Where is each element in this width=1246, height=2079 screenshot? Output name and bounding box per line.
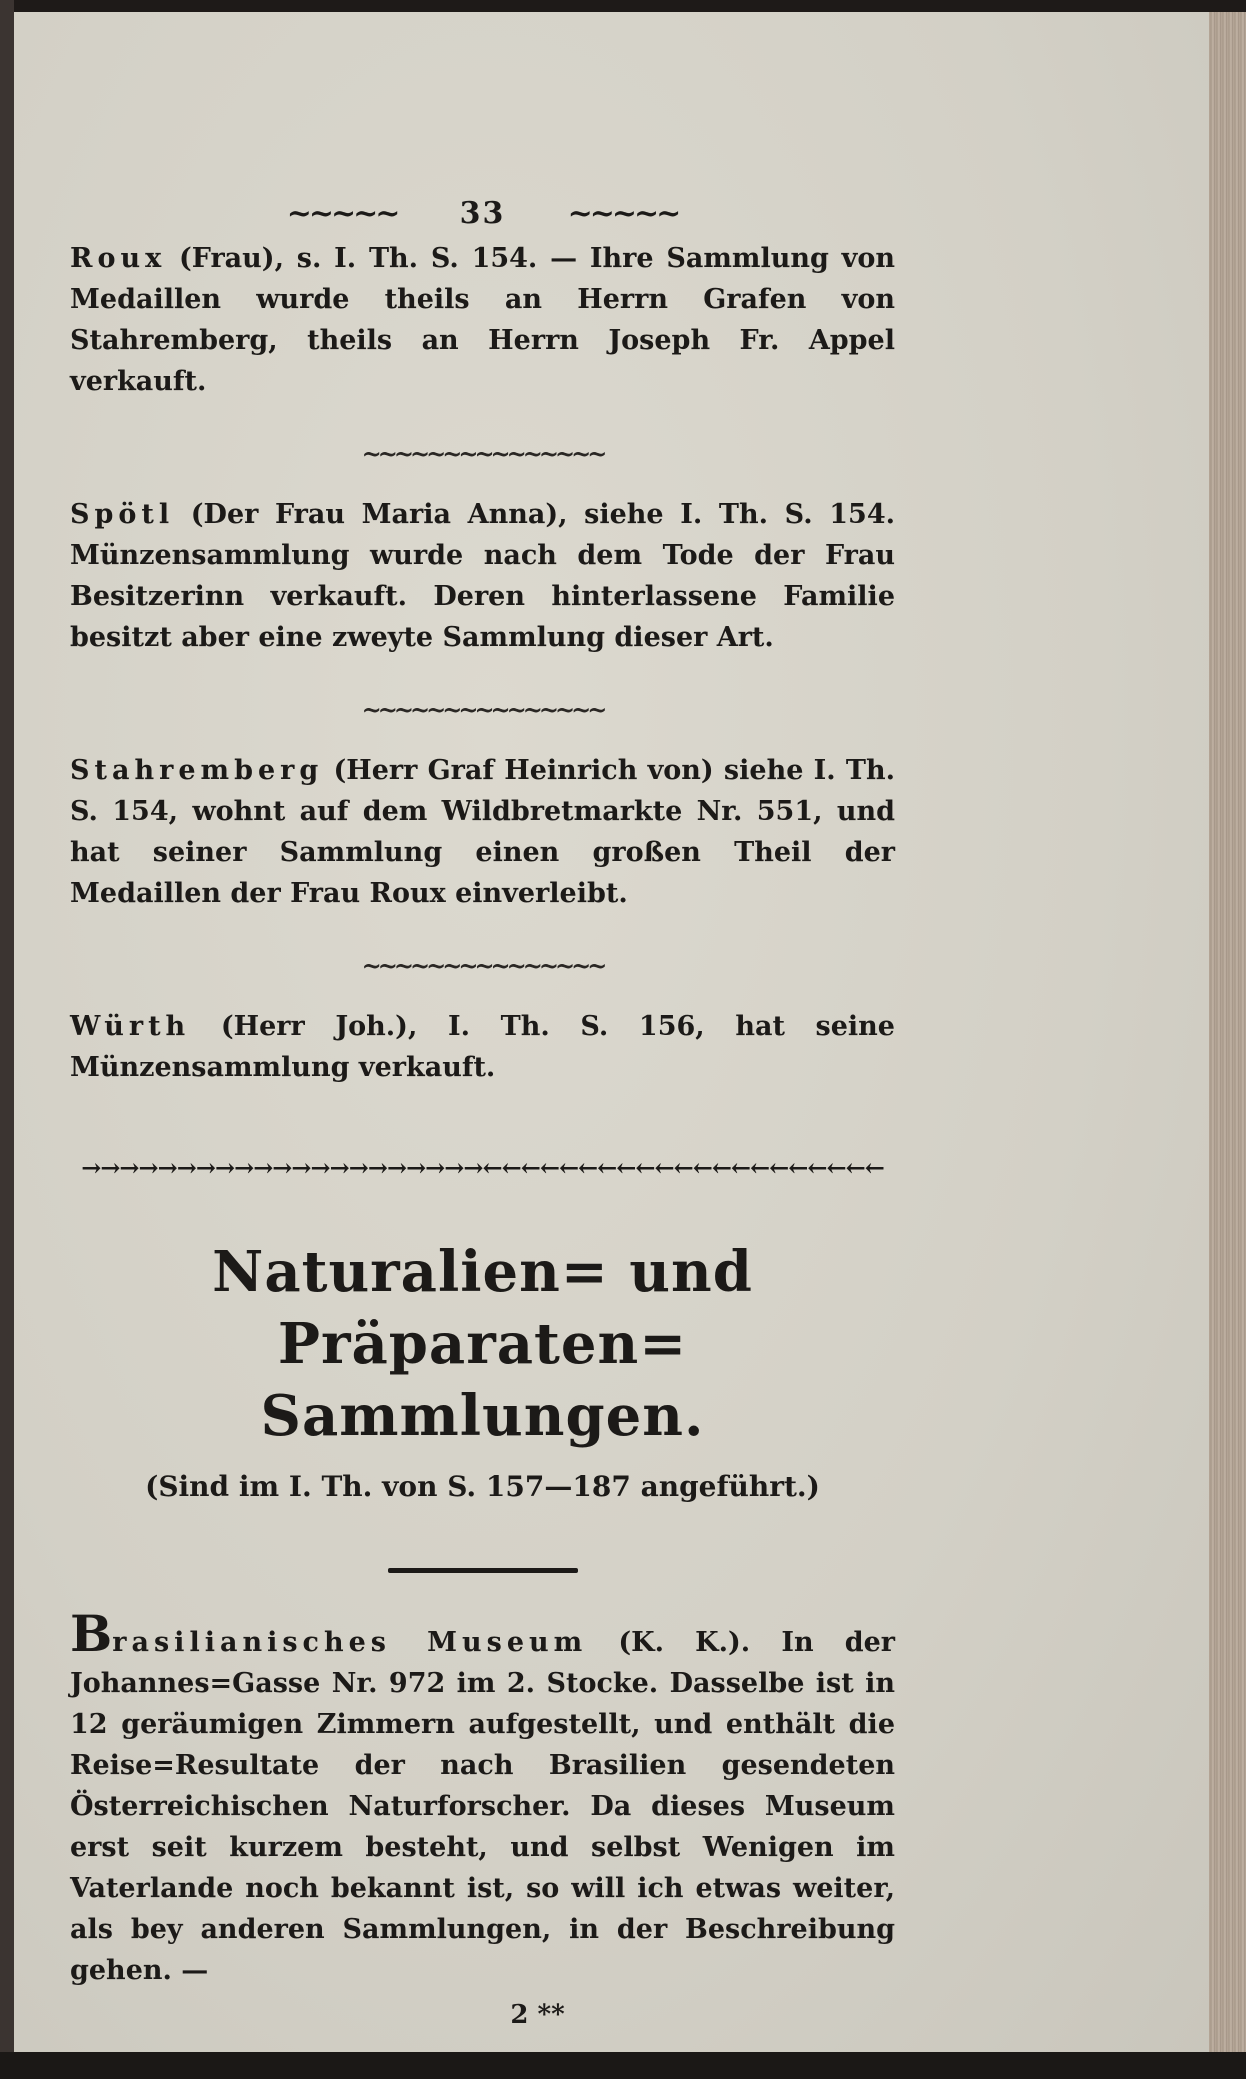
entry-separator: ~~~~~~~~~~~~~~~ [361,695,604,724]
section-heading-line2: Sammlungen. [260,1383,705,1449]
entry-spoetl [70,494,895,658]
entry-brasilianisches-museum [70,1604,896,1991]
page-stack-edge [1209,12,1246,2052]
section-rule [388,1568,578,1573]
entry-lead: Roux [70,243,167,274]
top-border [0,0,1246,12]
left-binding-edge [0,0,14,2079]
entry-lead: Stahremberg [70,755,324,786]
bottom-border [0,2052,1246,2079]
entry-separator: ~~~~~~~~~~~~~~~ [361,439,604,468]
section-heading [70,1236,895,1452]
entry-text: (Herr Graf Heinrich von) siehe I. Th. S. 154, wohnt auf dem Wildbretmarkte Nr. 551, und hat seiner Sammlung einen großen Theil der Medaillen der Frau Roux einverleibt. [70,755,895,909]
header-ornament-left: ~~~~~ [286,196,398,231]
entry-lead: Würth [70,1011,191,1042]
header-ornament-right: ~~~~~ [567,196,679,231]
section-heading-line1: Naturalien= und Präparaten= [212,1239,753,1377]
entry-lead: rasilianisches Museum [112,1627,588,1658]
entry-text: (Der Frau Maria Anna), siehe I. Th. S. 154. Münzensammlung wurde nach dem Tode der Frau Besitzerinn verkauft. Deren hinterlassene Familie besitzt aber eine zweyte Sammlung dieser Art. [70,499,895,653]
running-header [70,190,895,238]
entry-text: (K. K.). In der Johannes=Gasse Nr. 972 im 2. Stocke. Dasselbe ist in 12 geräumigen Zimmern aufgestellt, und enthält die Reise=Resultate der nach Brasilien gesendeten Österreichischen Naturforscher. Da dieses Museum erst seit kurzem besteht, und selbst Wenigen im Vaterlande noch bekannt ist, so will ich etwas weiter, als bey anderen Sammlungen, in der Beschreibung gehen. — [70,1627,896,1986]
section-subheading: (Sind im I. Th. von S. 157—187 angeführt.) [145,1470,820,1503]
page-number: 33 [459,196,506,231]
entry-wuerth [70,1006,895,1088]
entry-text: (Herr Joh.), I. Th. S. 156, hat seine Münzensammlung verkauft. [70,1011,895,1083]
entry-roux [70,238,895,402]
entry-lead: Spötl [70,499,175,530]
signature-mark: 2 ** [510,2000,565,2030]
drop-cap: B [70,1604,113,1663]
section-arrow-rule: →→→→→→→→→→→→→→→→→→→→→←←←←←←←←←←←←←←←←←←←←← [81,1153,884,1182]
text-column [70,190,895,2037]
entry-stahremberg [70,750,895,914]
entry-separator: ~~~~~~~~~~~~~~~ [361,951,604,980]
entry-text: (Frau), s. I. Th. S. 154. — Ihre Sammlung von Medaillen wurde theils an Herrn Grafen von Stahremberg, theils an Herrn Joseph Fr. Appel verkauft. [70,243,895,397]
